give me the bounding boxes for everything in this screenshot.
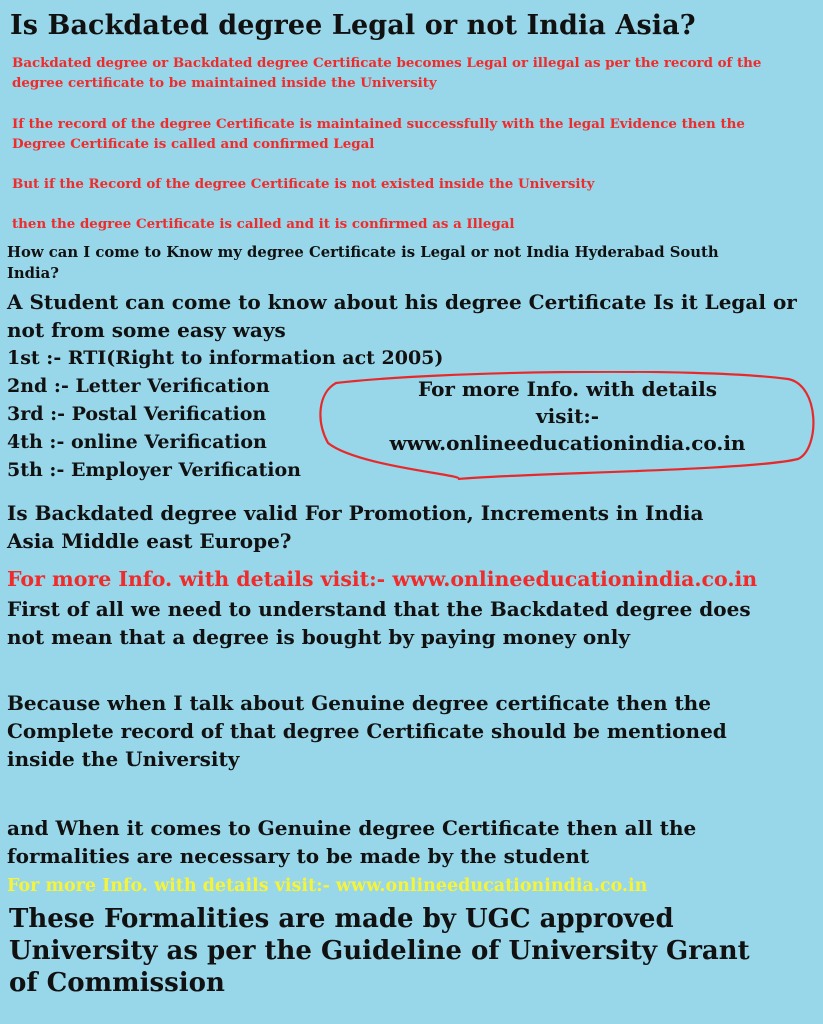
answer-intro xyxy=(7,288,797,344)
intro-line-4: Degree Certificate is called and confirmed Legal xyxy=(12,136,375,152)
paragraph-line: First of all we need to understand that the Backdated degree does xyxy=(7,597,751,621)
callout-website-link[interactable]: www.onlineeducationindia.co.in xyxy=(389,431,746,455)
callout-line-1: For more Info. with details xyxy=(417,377,717,401)
intro-line-6: then the degree Certificate is called and it is confirmed as a Illegal xyxy=(12,216,515,232)
promo-link-red[interactable]: For more Info. with details visit:- www.onlineeducationindia.co.in xyxy=(7,567,758,591)
question-legal-check xyxy=(7,242,719,284)
intro-line-1: Backdated degree or Backdated degree Certificate becomes Legal or illegal as per the record of the xyxy=(12,55,762,71)
intro-line-2: degree certificate to be maintained inside the University xyxy=(12,75,437,91)
paragraph-line: Because when I talk about Genuine degree certificate then the xyxy=(7,691,711,715)
page-title: Is Backdated degree Legal or not India Asia? xyxy=(10,10,696,41)
list-item: 5th :- Employer Verification xyxy=(7,459,301,481)
intro-line-3: If the record of the degree Certificate is maintained successfully with the legal Evidence then the xyxy=(12,116,745,132)
callout-box xyxy=(318,376,817,457)
paragraph-line: not mean that a degree is bought by paying money only xyxy=(7,625,631,649)
list-item: 1st :- RTI(Right to information act 2005) xyxy=(7,347,444,369)
question-legal-check-line-1: How can I come to Know my degree Certificate is Legal or not India Hyderabad South xyxy=(7,244,719,261)
callout-line-2: visit:- xyxy=(536,404,599,428)
closing-statement xyxy=(9,903,750,999)
paragraph-line: formalities are necessary to be made by the student xyxy=(7,844,590,868)
list-item: 4th :- online Verification xyxy=(7,431,267,453)
question-legal-check-line-2: India? xyxy=(7,265,59,282)
closing-line-2: University as per the Guideline of University Grant xyxy=(9,936,750,966)
paragraph-line: and When it comes to Genuine degree Certificate then all the xyxy=(7,816,697,840)
intro-line-5: But if the Record of the degree Certificate is not existed inside the University xyxy=(12,176,595,192)
list-item: 3rd :- Postal Verification xyxy=(7,403,267,425)
list-item: 2nd :- Letter Verification xyxy=(7,375,270,397)
closing-line-3: of Commission xyxy=(9,968,225,998)
question-promotion xyxy=(7,499,703,555)
question-promotion-line-2: Asia Middle east Europe? xyxy=(7,529,292,553)
paragraph-backdated-meaning xyxy=(7,595,751,651)
paragraph-line: Complete record of that degree Certificate should be mentioned xyxy=(7,719,727,743)
question-promotion-line-1: Is Backdated degree valid For Promotion, Increments in India xyxy=(7,501,704,525)
promo-link-yellow[interactable]: For more Info. with details visit:- www.onlineeducationindia.co.in xyxy=(7,876,648,896)
closing-line-1: These Formalities are made by UGC approved xyxy=(9,904,674,934)
answer-intro-line-1: A Student can come to know about his degree Certificate Is it Legal or xyxy=(7,290,797,314)
paragraph-genuine-record xyxy=(7,689,727,773)
paragraph-formalities xyxy=(7,814,696,870)
paragraph-line: inside the University xyxy=(7,747,240,771)
answer-intro-line-2: not from some easy ways xyxy=(7,318,286,342)
